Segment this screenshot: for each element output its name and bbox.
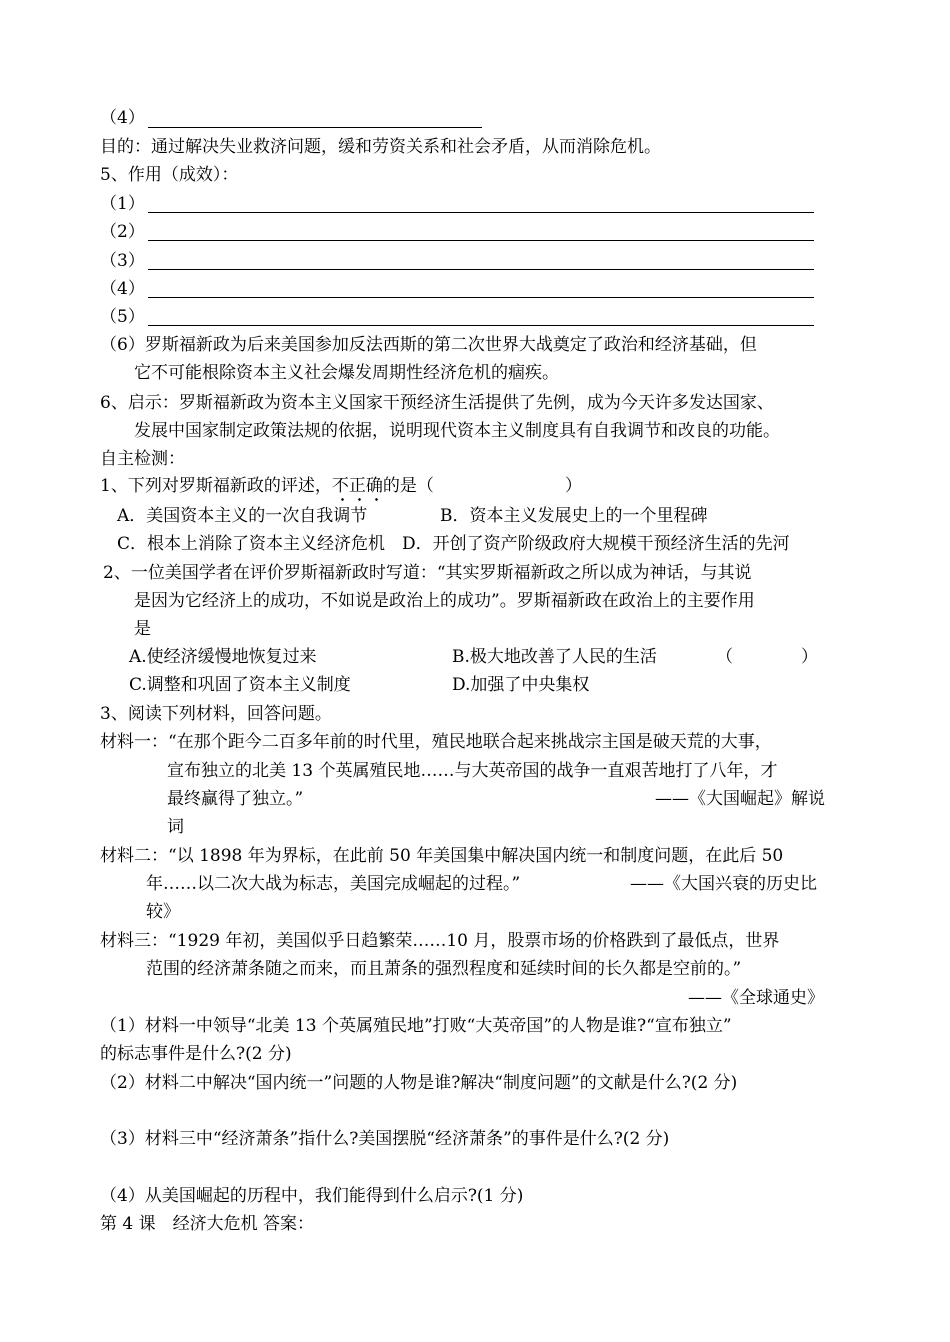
q1-stem-before: 1、下列对罗斯福新政的评述， <box>100 476 332 496</box>
material-3-line-2: 范围的经济萧条随之而来，而且萧条的强烈程度和延续时间的长久都是空前的。” <box>146 959 742 979</box>
blank-label-4: （4） <box>100 279 145 299</box>
q1-option-c[interactable]: C．根本上消除了资本主义经济危机 <box>117 534 386 554</box>
answer-blank-line[interactable] <box>148 127 482 128</box>
section-5-heading: 5、作用（成效）： <box>100 165 239 185</box>
answer-blank-line[interactable] <box>148 325 814 326</box>
q2-option-d[interactable]: D.加强了中央集权 <box>452 675 590 695</box>
sub-question-1-line-2: 的标志事件是什么?(2 分) <box>100 1044 292 1064</box>
answer-section-heading: 第 4 课 经济大危机 答案： <box>100 1214 315 1234</box>
q2-option-b[interactable]: B.极大地改善了人民的生活 <box>452 647 657 667</box>
item-6-line-2: 它不可能根除资本主义社会爆发周期性经济危机的痼疾。 <box>134 363 559 383</box>
q1-option-b[interactable]: B．资本主义发展史上的一个里程碑 <box>440 506 708 526</box>
material-2-source: ——《大国兴衰的历史比 <box>630 874 817 894</box>
purpose-text: 目的：通过解决失业救济问题，缓和劳资关系和社会矛盾，从而消除危机。 <box>100 137 661 157</box>
q1-stem-after: 的是（ <box>382 476 434 496</box>
question-2-line-3: 是 <box>134 619 151 639</box>
q1-option-d[interactable]: D．开创了资产阶级政府大规模干预经济生活的先河 <box>402 534 790 554</box>
blank-label-1: （1） <box>100 194 145 214</box>
material-1-line-2: 宣布独立的北美 13 个英属殖民地……与大英帝国的战争一直艰苦地打了八年，才 <box>167 761 778 781</box>
answer-blank-line[interactable] <box>148 297 814 298</box>
material-2-line-2: 年……以二次大战为标志，美国完成崛起的过程。” <box>146 874 521 894</box>
blank-label-2: （2） <box>100 222 145 242</box>
sub-question-4: （4）从美国崛起的历程中，我们能得到什么启示?(1 分) <box>100 1186 524 1206</box>
sub-question-3: （3）材料三中“经济萧条”指什么?美国摆脱“经济萧条”的事件是什么?(2 分) <box>100 1129 670 1149</box>
answer-blank-line[interactable] <box>148 212 814 213</box>
answer-blank-line[interactable] <box>148 269 814 270</box>
blank-label-5: （5） <box>100 307 145 327</box>
q2-option-a[interactable]: A.使经济缓慢地恢复过来 <box>129 647 317 667</box>
section-6-line-2: 发展中国家制定政策法规的依据，说明现代资本主义制度具有自我调节和改良的功能。 <box>134 421 780 441</box>
q2-answer-paren: （ ） <box>716 647 818 667</box>
item-6-line-1: （6）罗斯福新政为后来美国参加反法西斯的第二次世界大战奠定了政治和经济基础，但 <box>100 335 757 355</box>
material-1-source-cont: 词 <box>167 817 184 837</box>
material-3-line-1: 材料三：“1929 年初，美国似乎日趋繁荣……10 月，股票市场的价格跌到了最低点，世界 <box>100 931 780 951</box>
sub-question-2: （2）材料二中解决“国内统一”问题的人物是谁?解决“制度问题”的文献是什么?(2 分) <box>100 1073 738 1093</box>
q2-option-c[interactable]: C.调整和巩固了资本主义制度 <box>129 675 351 695</box>
q1-emphasis: 不正确 <box>331 476 383 496</box>
material-2-line-1: 材料二：“以 1898 年为界标，在此前 50 年美国集中解决国内统一和制度问题，在此后 50 <box>100 846 784 866</box>
material-2-source-cont: 较》 <box>146 902 180 922</box>
material-1-source: ——《大国崛起》解说 <box>655 789 825 809</box>
question-2-line-1: 2、一位美国学者在评价罗斯福新政时写道：“其实罗斯福新政之所以成为神话，与其说 <box>103 563 752 583</box>
q1-paren-close: ） <box>565 476 582 496</box>
q1-option-a[interactable]: A．美国资本主义的一次自我调节 <box>117 506 368 526</box>
material-1-line-1: 材料一：“在那个距今二百多年前的时代里，殖民地联合起来挑战宗主国是破天荒的大事， <box>100 732 772 752</box>
item-4-label: （4） <box>100 108 145 128</box>
question-2-line-2: 是因为它经济上的成功，不如说是政治上的成功”。罗斯福新政在政治上的主要作用 <box>134 591 755 611</box>
question-3-heading: 3、阅读下列材料，回答问题。 <box>100 704 332 724</box>
question-1-stem <box>100 475 434 497</box>
section-6-line-1: 6、启示：罗斯福新政为资本主义国家干预经济生活提供了先例，成为今天许多发达国家、 <box>100 393 774 413</box>
material-3-source: ——《全球通史》 <box>688 988 824 1008</box>
answer-blank-line[interactable] <box>148 240 814 241</box>
blank-label-3: （3） <box>100 251 145 271</box>
self-test-heading: 自主检测： <box>100 449 185 469</box>
material-1-line-3: 最终赢得了独立。” <box>167 789 304 809</box>
sub-question-1-line-1: （1）材料一中领导“北美 13 个英属殖民地”打败“大英帝国”的人物是谁?“宣布独立” <box>100 1016 732 1036</box>
